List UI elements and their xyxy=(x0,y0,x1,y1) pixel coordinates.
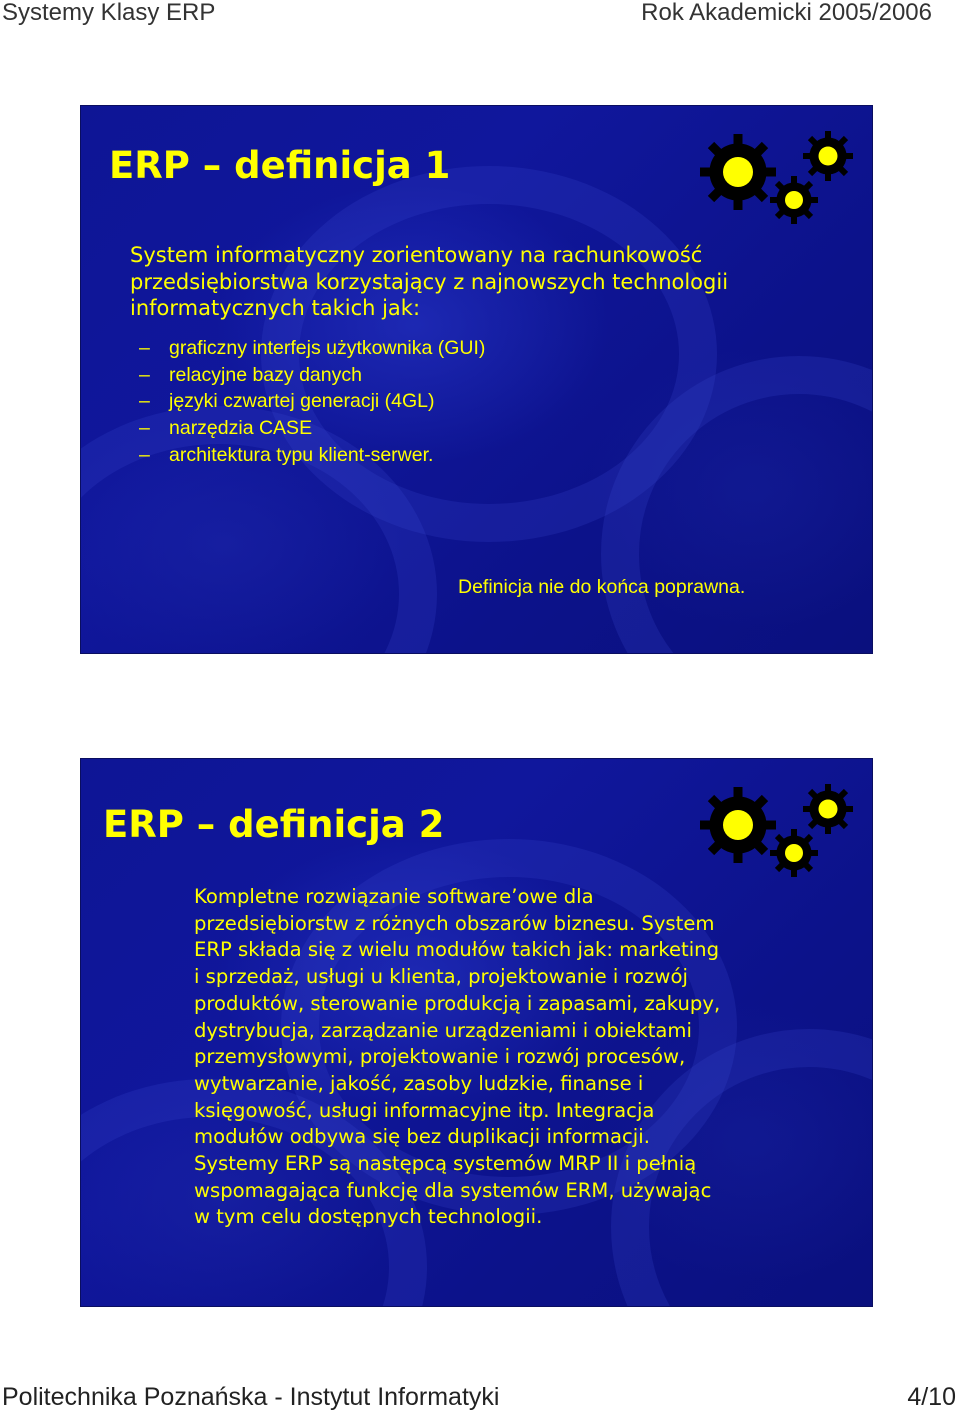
list-item: – architektura typu klient-serwer. xyxy=(139,443,434,466)
body-line: przedsiębiorstw z różnych obszarów biznesu. System xyxy=(194,911,715,935)
body-line: Systemy ERP są następcą systemów MRP II i pełnią xyxy=(194,1152,697,1176)
slide-1 xyxy=(81,106,872,653)
header-course-title: Systemy Klasy ERP xyxy=(2,0,216,26)
body-line: ERP składa się z wielu modułów takich jak: marketing xyxy=(194,938,720,962)
body-line: przemysłowymi, projektowanie i rozwój procesów, xyxy=(194,1045,686,1069)
list-item: – graficzny interfejs użytkownika (GUI) xyxy=(139,337,486,359)
gears-icon xyxy=(698,126,858,226)
list-item: – narzędzia CASE xyxy=(139,417,313,440)
body-line: i sprzedaż, usługi u klienta, projektowanie i rozwój xyxy=(194,965,688,989)
slide-1-title: ERP – definicja 1 xyxy=(109,144,451,187)
body-line: Kompletne rozwiązanie software’owe dla xyxy=(194,885,594,908)
body-line: produktów, sterowanie produkcją i zapasami, zakupy, xyxy=(194,991,721,1015)
slide-2-body xyxy=(194,884,834,1231)
page-header xyxy=(0,0,960,28)
body-line: w tym celu dostępnych technologii. xyxy=(194,1205,543,1229)
page-number: 4/10 xyxy=(907,1383,956,1411)
body-line: modułów odbywa się bez duplikacji informacji. xyxy=(194,1125,650,1149)
list-item: – języki czwartej generacji (4GL) xyxy=(139,390,435,413)
footer-institution: Politechnika Poznańska - Instytut Informatyki xyxy=(2,1383,500,1411)
body-line: wspomagająca funkcję dla systemów ERM, używając xyxy=(194,1178,712,1202)
body-line: dystrybucja, zarządzanie urządzeniami i obiektami xyxy=(194,1018,692,1042)
slide-2-title: ERP – definicja 2 xyxy=(103,803,445,846)
page-footer xyxy=(0,1383,960,1413)
gears-icon xyxy=(698,779,858,879)
slide-1-intro: System informatyczny zorientowany na rachunkowość przedsiębiorstwa korzystający z najnowszych technologii informatycznych takich jak: xyxy=(130,243,729,320)
header-academic-year: Rok Akademicki 2005/2006 xyxy=(641,0,932,26)
slide-1-technology-list xyxy=(139,335,485,469)
slide-2 xyxy=(81,759,872,1306)
body-line: księgowość, usługi informacyjne itp. Integracja xyxy=(194,1098,655,1122)
slide-1-note: Definicja nie do końca poprawna. xyxy=(458,576,746,598)
list-item: – relacyjne bazy danych xyxy=(139,363,362,386)
body-line: wytwarzanie, jakość, zasoby ludzkie, finanse i xyxy=(194,1071,644,1095)
